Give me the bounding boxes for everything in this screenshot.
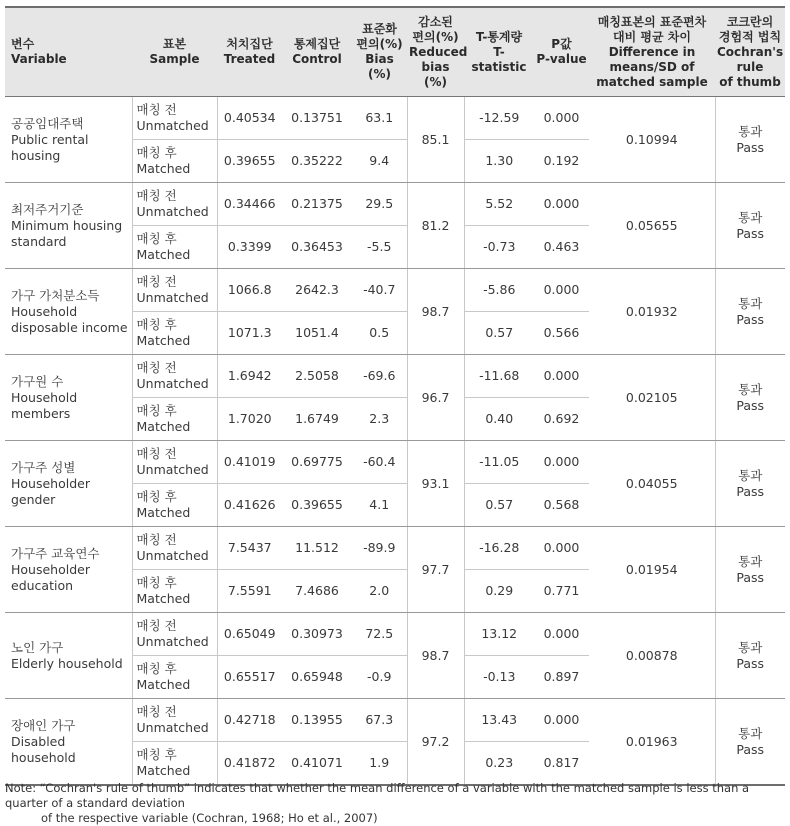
bias-value: -89.9 — [352, 527, 407, 570]
cochran-result — [715, 355, 785, 441]
p-value: 0.000 — [534, 613, 589, 656]
reduced-bias-value: 98.7 — [407, 269, 464, 355]
control-value: 0.39655 — [282, 484, 352, 527]
p-value: 0.192 — [534, 140, 589, 183]
variable-name — [5, 699, 132, 786]
t-statistic-value: -0.13 — [464, 656, 534, 699]
table-header-row — [5, 7, 785, 97]
table-row-unmatched — [5, 527, 785, 570]
reduced-bias-value: 93.1 — [407, 441, 464, 527]
p-value: 0.897 — [534, 656, 589, 699]
p-value: 0.566 — [534, 312, 589, 355]
variable-name-line: education — [11, 577, 74, 593]
control-value: 11.512 — [282, 527, 352, 570]
pass-label-korean: 통과 — [738, 209, 763, 225]
variable-name-line: 공공임대주택 — [11, 115, 84, 131]
control-value: 0.35222 — [282, 140, 352, 183]
treated-value: 1.7020 — [217, 398, 282, 441]
sample-label-korean: 매칭 후 — [136, 747, 177, 762]
pass-label-korean: 통과 — [738, 639, 763, 655]
sample-label-korean: 매칭 전 — [136, 532, 177, 547]
sample-label-korean: 매칭 전 — [136, 618, 177, 633]
p-value: 0.000 — [534, 699, 589, 742]
control-value: 0.30973 — [282, 613, 352, 656]
difference-value: 0.01963 — [589, 699, 715, 786]
sample-matched — [132, 398, 217, 441]
treated-value: 1.6942 — [217, 355, 282, 398]
t-statistic-value: 0.29 — [464, 570, 534, 613]
treated-value: 7.5437 — [217, 527, 282, 570]
treated-value: 1071.3 — [217, 312, 282, 355]
sample-label-korean: 매칭 후 — [136, 403, 177, 418]
variable-name-line: members — [11, 405, 71, 421]
header-difference: 매칭표본의 표준편차 대비 평균 차이 Difference in means/SD of matched sample — [589, 7, 715, 97]
cochran-result — [715, 527, 785, 613]
table-row-unmatched — [5, 183, 785, 226]
sample-label-english: Unmatched — [136, 290, 209, 305]
pass-label-korean: 통과 — [738, 381, 763, 397]
p-value: 0.000 — [534, 269, 589, 312]
control-value: 2.5058 — [282, 355, 352, 398]
sample-matched — [132, 570, 217, 613]
t-statistic-value: -0.73 — [464, 226, 534, 269]
header-treated: 처치집단 Treated — [217, 7, 282, 97]
bias-value: -5.5 — [352, 226, 407, 269]
sample-label-english: Unmatched — [136, 118, 209, 133]
variable-name-line: Public rental — [11, 131, 89, 147]
sample-label-english: Matched — [136, 161, 191, 176]
p-value: 0.000 — [534, 97, 589, 140]
sample-label-english: Unmatched — [136, 548, 209, 563]
bias-value: 1.9 — [352, 742, 407, 786]
sample-label-korean: 매칭 전 — [136, 102, 177, 117]
reduced-bias-value: 97.2 — [407, 699, 464, 786]
header-cochran: 코크란의 경험적 법칙 Cochran's rule of thumb — [715, 7, 785, 97]
table-row-unmatched — [5, 441, 785, 484]
variable-name — [5, 97, 132, 183]
treated-value: 0.40534 — [217, 97, 282, 140]
pass-label-english: Pass — [736, 225, 765, 241]
variable-name — [5, 441, 132, 527]
treated-value: 0.42718 — [217, 699, 282, 742]
sample-label-korean: 매칭 전 — [136, 188, 177, 203]
bias-value: 63.1 — [352, 97, 407, 140]
variable-name — [5, 269, 132, 355]
bias-value: -69.6 — [352, 355, 407, 398]
bias-value: 2.0 — [352, 570, 407, 613]
sample-matched — [132, 140, 217, 183]
p-value: 0.000 — [534, 183, 589, 226]
sample-label-english: Matched — [136, 333, 191, 348]
variable-name-line: Minimum housing — [11, 217, 123, 233]
control-value: 0.21375 — [282, 183, 352, 226]
control-value: 2642.3 — [282, 269, 352, 312]
difference-value: 0.02105 — [589, 355, 715, 441]
bias-value: 29.5 — [352, 183, 407, 226]
sample-label-english: Matched — [136, 247, 191, 262]
difference-value: 0.10994 — [589, 97, 715, 183]
t-statistic-value: 0.23 — [464, 742, 534, 786]
treated-value: 0.65049 — [217, 613, 282, 656]
variable-name-line: 최저주거기준 — [11, 201, 84, 217]
control-value: 0.65948 — [282, 656, 352, 699]
pass-label-english: Pass — [736, 569, 765, 585]
cochran-result — [715, 441, 785, 527]
variable-name — [5, 355, 132, 441]
variable-name-line: Household — [11, 303, 78, 319]
sample-label-english: Matched — [136, 505, 191, 520]
sample-label-korean: 매칭 후 — [136, 575, 177, 590]
variable-name-line: Householder — [11, 561, 90, 577]
t-statistic-value: -5.86 — [464, 269, 534, 312]
variable-name-line: disposable income — [11, 319, 128, 335]
sample-matched — [132, 656, 217, 699]
sample-label-english: Matched — [136, 419, 191, 434]
p-value: 0.771 — [534, 570, 589, 613]
sample-matched — [132, 484, 217, 527]
note-line-1: Note: “Cochran's rule of thumb” indicates that whether the mean difference of a variable with the matched sample is less than a quarter of a standard deviation — [5, 781, 750, 810]
sample-unmatched — [132, 441, 217, 484]
cochran-result — [715, 269, 785, 355]
t-statistic-value: -11.68 — [464, 355, 534, 398]
p-value: 0.463 — [534, 226, 589, 269]
variable-name-line: 가구주 교육연수 — [11, 545, 100, 561]
treated-value: 0.41019 — [217, 441, 282, 484]
control-value: 7.4686 — [282, 570, 352, 613]
bias-value: 72.5 — [352, 613, 407, 656]
sample-label-english: Unmatched — [136, 204, 209, 219]
pass-label-english: Pass — [736, 139, 765, 155]
sample-label-english: Unmatched — [136, 376, 209, 391]
header-sample: 표본 Sample — [132, 7, 217, 97]
sample-unmatched — [132, 97, 217, 140]
variable-name-line: 가구주 성별 — [11, 459, 76, 475]
p-value: 0.568 — [534, 484, 589, 527]
control-value: 1.6749 — [282, 398, 352, 441]
cochran-result — [715, 613, 785, 699]
sample-unmatched — [132, 269, 217, 312]
pass-label-korean: 통과 — [738, 725, 763, 741]
sample-matched — [132, 312, 217, 355]
variable-name — [5, 527, 132, 613]
cochran-result — [715, 699, 785, 786]
treated-value: 0.65517 — [217, 656, 282, 699]
reduced-bias-value: 96.7 — [407, 355, 464, 441]
p-value: 0.000 — [534, 527, 589, 570]
sample-unmatched — [132, 613, 217, 656]
variable-name — [5, 183, 132, 269]
pass-label-korean: 통과 — [738, 295, 763, 311]
bias-value: 67.3 — [352, 699, 407, 742]
variable-name-line: housing — [11, 147, 61, 163]
variable-name-line: Elderly household — [11, 655, 123, 671]
difference-value: 0.05655 — [589, 183, 715, 269]
pass-label-korean: 통과 — [738, 123, 763, 139]
p-value: 0.817 — [534, 742, 589, 786]
note-line-2: of the respective variable (Cochran, 1968; Ho et al., 2007) — [41, 811, 378, 825]
table-row-unmatched — [5, 355, 785, 398]
bias-value: 2.3 — [352, 398, 407, 441]
pass-label-english: Pass — [736, 397, 765, 413]
sample-unmatched — [132, 355, 217, 398]
t-statistic-value: -12.59 — [464, 97, 534, 140]
table-row-unmatched — [5, 97, 785, 140]
pass-label-english: Pass — [736, 311, 765, 327]
sample-label-korean: 매칭 전 — [136, 704, 177, 719]
treated-value: 1066.8 — [217, 269, 282, 312]
sample-label-korean: 매칭 후 — [136, 231, 177, 246]
treated-value: 7.5591 — [217, 570, 282, 613]
sample-label-korean: 매칭 후 — [136, 317, 177, 332]
bias-value: 0.5 — [352, 312, 407, 355]
bias-value: 4.1 — [352, 484, 407, 527]
header-bias: 표준화 편의(%) Bias (%) — [352, 7, 407, 97]
table-body — [5, 97, 785, 786]
variable-name-line: standard — [11, 233, 67, 249]
variable-name-line: 가구 가처분소득 — [11, 287, 100, 303]
sample-label-korean: 매칭 전 — [136, 360, 177, 375]
treated-value: 0.41872 — [217, 742, 282, 786]
pass-label-english: Pass — [736, 483, 765, 499]
reduced-bias-value: 98.7 — [407, 613, 464, 699]
t-statistic-value: 0.40 — [464, 398, 534, 441]
treated-value: 0.3399 — [217, 226, 282, 269]
sample-label-korean: 매칭 전 — [136, 274, 177, 289]
variable-name-line: 장애인 가구 — [11, 717, 76, 733]
variable-name-line: Disabled — [11, 733, 66, 749]
t-statistic-value: 5.52 — [464, 183, 534, 226]
control-value: 0.69775 — [282, 441, 352, 484]
header-p-value: P값 P-value — [534, 7, 589, 97]
p-value: 0.000 — [534, 355, 589, 398]
sample-unmatched — [132, 183, 217, 226]
cochran-result — [715, 183, 785, 269]
t-statistic-value: 13.43 — [464, 699, 534, 742]
treated-value: 0.39655 — [217, 140, 282, 183]
control-value: 0.36453 — [282, 226, 352, 269]
control-value: 1051.4 — [282, 312, 352, 355]
reduced-bias-value: 81.2 — [407, 183, 464, 269]
sample-label-korean: 매칭 후 — [136, 489, 177, 504]
bias-value: -0.9 — [352, 656, 407, 699]
difference-value: 0.04055 — [589, 441, 715, 527]
sample-label-english: Unmatched — [136, 634, 209, 649]
sample-label-english: Matched — [136, 677, 191, 692]
cochran-result — [715, 97, 785, 183]
header-variable: 변수 Variable — [5, 7, 132, 97]
sample-matched — [132, 226, 217, 269]
sample-label-korean: 매칭 후 — [136, 145, 177, 160]
t-statistic-value: 13.12 — [464, 613, 534, 656]
treated-value: 0.41626 — [217, 484, 282, 527]
t-statistic-value: 0.57 — [464, 484, 534, 527]
difference-value: 0.00878 — [589, 613, 715, 699]
sample-label-english: Matched — [136, 591, 191, 606]
sample-unmatched — [132, 527, 217, 570]
pass-label-english: Pass — [736, 655, 765, 671]
t-statistic-value: -11.05 — [464, 441, 534, 484]
sample-label-korean: 매칭 전 — [136, 446, 177, 461]
table-note — [5, 781, 785, 826]
sample-matched — [132, 742, 217, 786]
bias-value: -60.4 — [352, 441, 407, 484]
variable-name-line: 가구원 수 — [11, 373, 64, 389]
variable-name-line: gender — [11, 491, 56, 507]
bias-value: 9.4 — [352, 140, 407, 183]
p-value: 0.692 — [534, 398, 589, 441]
sample-label-english: Matched — [136, 763, 191, 778]
p-value: 0.000 — [534, 441, 589, 484]
difference-value: 0.01954 — [589, 527, 715, 613]
balance-table — [5, 6, 785, 786]
reduced-bias-value: 85.1 — [407, 97, 464, 183]
t-statistic-value: 0.57 — [464, 312, 534, 355]
t-statistic-value: -16.28 — [464, 527, 534, 570]
variable-name-line: Householder — [11, 475, 90, 491]
treated-value: 0.34466 — [217, 183, 282, 226]
header-t-statistic: T-통계량 T-statistic — [464, 7, 534, 97]
control-value: 0.13751 — [282, 97, 352, 140]
variable-name-line: 노인 가구 — [11, 639, 64, 655]
sample-label-english: Unmatched — [136, 462, 209, 477]
header-reduced-bias: 감소된 편의(%) Reduced bias (%) — [407, 7, 464, 97]
sample-unmatched — [132, 699, 217, 742]
variable-name — [5, 613, 132, 699]
pass-label-english: Pass — [736, 741, 765, 757]
variable-name-line: Household — [11, 389, 78, 405]
bias-value: -40.7 — [352, 269, 407, 312]
reduced-bias-value: 97.7 — [407, 527, 464, 613]
table-row-unmatched — [5, 613, 785, 656]
pass-label-korean: 통과 — [738, 553, 763, 569]
t-statistic-value: 1.30 — [464, 140, 534, 183]
control-value: 0.13955 — [282, 699, 352, 742]
sample-label-english: Unmatched — [136, 720, 209, 735]
sample-label-korean: 매칭 후 — [136, 661, 177, 676]
header-control: 통제집단 Control — [282, 7, 352, 97]
pass-label-korean: 통과 — [738, 467, 763, 483]
table-row-unmatched — [5, 699, 785, 742]
variable-name-line: household — [11, 749, 76, 765]
table-row-unmatched — [5, 269, 785, 312]
difference-value: 0.01932 — [589, 269, 715, 355]
control-value: 0.41071 — [282, 742, 352, 786]
